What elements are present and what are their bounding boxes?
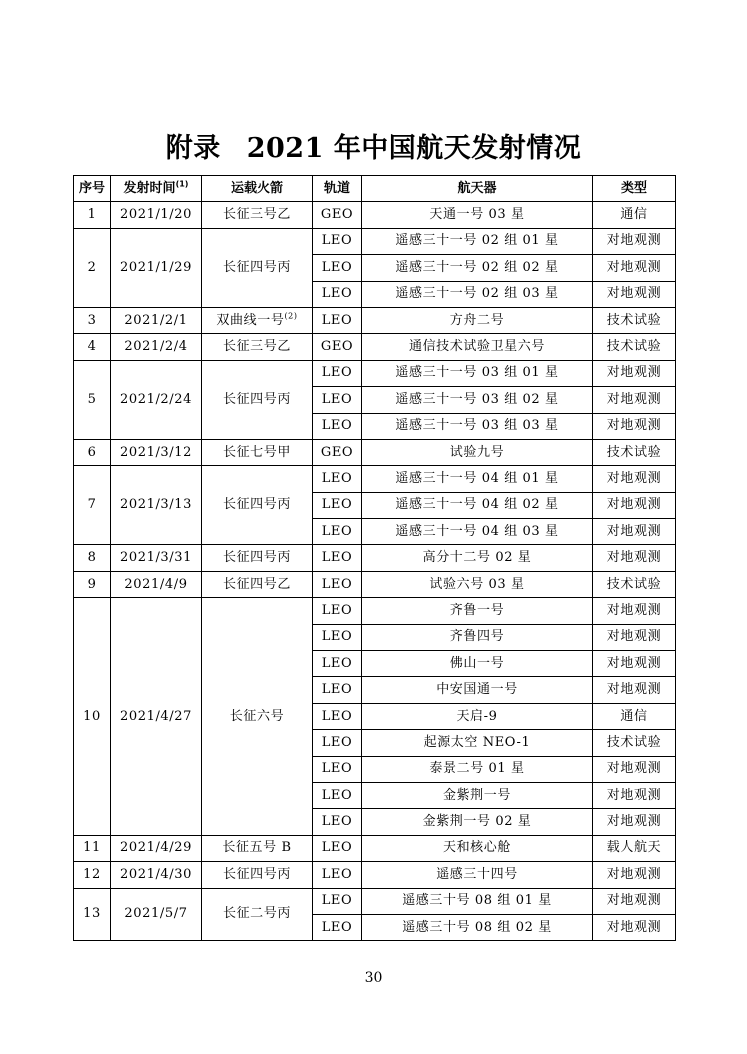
payload-name: 起源太空 NEO-1 <box>362 730 593 756</box>
launch-date: 2021/1/29 <box>111 228 202 307</box>
launch-date: 2021/4/27 <box>111 598 202 836</box>
payload-type: 技术试验 <box>593 571 676 597</box>
launch-rocket <box>202 439 313 465</box>
payload-orbit: LEO <box>313 387 362 413</box>
launch-number: 13 <box>74 888 111 941</box>
launch-date: 2021/4/29 <box>111 835 202 861</box>
launch-number: 3 <box>74 307 111 333</box>
payload-name: 金紫荆一号 02 星 <box>362 809 593 835</box>
rocket-name: 长征五号 B <box>222 840 292 856</box>
launch-date: 2021/5/7 <box>111 888 202 941</box>
rocket-name: 长征四号丙 <box>222 497 291 513</box>
payload-orbit: LEO <box>313 624 362 650</box>
header-rocket: 运载火箭 <box>202 176 313 202</box>
payload-orbit: GEO <box>313 439 362 465</box>
rocket-name: 双曲线一号 <box>216 312 285 328</box>
launch-rocket <box>202 466 313 545</box>
launch-rocket <box>202 545 313 571</box>
title-main: 2021 年中国航天发射情况 <box>246 133 582 165</box>
payload-name: 遥感三十一号 04 组 02 星 <box>362 492 593 518</box>
payload-orbit: LEO <box>313 307 362 333</box>
launch-date: 2021/1/20 <box>111 202 202 228</box>
rocket-name: 长征六号 <box>229 708 285 724</box>
payload-type: 技术试验 <box>593 439 676 465</box>
launch-table <box>73 175 676 941</box>
payload-type: 对地观测 <box>593 782 676 808</box>
launch-rocket <box>202 598 313 836</box>
payload-orbit: LEO <box>313 598 362 624</box>
payload-orbit: LEO <box>313 835 362 861</box>
payload-name: 中安国通一号 <box>362 677 593 703</box>
payload-type: 对地观测 <box>593 387 676 413</box>
launch-number: 1 <box>74 202 111 228</box>
payload-orbit: LEO <box>313 360 362 386</box>
payload-type: 对地观测 <box>593 888 676 914</box>
table-row <box>74 862 676 888</box>
launch-rocket <box>202 334 313 360</box>
payload-name: 遥感三十一号 04 组 01 星 <box>362 466 593 492</box>
payload-name: 高分十二号 02 星 <box>362 545 593 571</box>
payload-type: 对地观测 <box>593 281 676 307</box>
payload-name: 遥感三十一号 02 组 03 星 <box>362 281 593 307</box>
rocket-name: 长征二号丙 <box>222 906 291 922</box>
payload-type: 对地观测 <box>593 519 676 545</box>
payload-type: 对地观测 <box>593 862 676 888</box>
table-row <box>74 835 676 861</box>
launch-number: 2 <box>74 228 111 307</box>
payload-type: 对地观测 <box>593 677 676 703</box>
payload-name: 遥感三十一号 04 组 03 星 <box>362 519 593 545</box>
payload-orbit: LEO <box>313 519 362 545</box>
payload-orbit: LEO <box>313 809 362 835</box>
table-row <box>74 598 676 624</box>
launch-rocket <box>202 228 313 307</box>
payload-type: 对地观测 <box>593 756 676 782</box>
payload-orbit: LEO <box>313 862 362 888</box>
payload-name: 通信技术试验卫星六号 <box>362 334 593 360</box>
payload-orbit: LEO <box>313 492 362 518</box>
launch-number: 10 <box>74 598 111 836</box>
table-row <box>74 360 676 386</box>
table-row <box>74 466 676 492</box>
payload-type: 对地观测 <box>593 255 676 281</box>
payload-type: 对地观测 <box>593 360 676 386</box>
payload-orbit: LEO <box>313 651 362 677</box>
payload-orbit: LEO <box>313 730 362 756</box>
launch-rocket <box>202 571 313 597</box>
payload-orbit: LEO <box>313 413 362 439</box>
payload-name: 齐鲁四号 <box>362 624 593 650</box>
payload-orbit: LEO <box>313 228 362 254</box>
payload-name: 遥感三十一号 02 组 02 星 <box>362 255 593 281</box>
launch-number: 12 <box>74 862 111 888</box>
payload-type: 对地观测 <box>593 228 676 254</box>
payload-name: 遥感三十一号 02 组 01 星 <box>362 228 593 254</box>
header-type: 类型 <box>593 176 676 202</box>
payload-type: 对地观测 <box>593 624 676 650</box>
payload-type: 技术试验 <box>593 334 676 360</box>
payload-type: 通信 <box>593 703 676 729</box>
payload-type: 对地观测 <box>593 492 676 518</box>
payload-name: 方舟二号 <box>362 307 593 333</box>
launch-rocket <box>202 307 313 333</box>
payload-orbit: LEO <box>313 545 362 571</box>
launch-number: 8 <box>74 545 111 571</box>
payload-orbit: LEO <box>313 255 362 281</box>
payload-name: 遥感三十一号 03 组 03 星 <box>362 413 593 439</box>
payload-orbit: LEO <box>313 466 362 492</box>
rocket-name: 长征七号甲 <box>222 444 291 460</box>
header-row <box>74 176 676 202</box>
launch-number: 5 <box>74 360 111 439</box>
header-orbit: 轨道 <box>313 176 362 202</box>
table-row <box>74 545 676 571</box>
launch-rocket <box>202 360 313 439</box>
rocket-name: 长征四号丙 <box>222 259 291 275</box>
payload-orbit: LEO <box>313 756 362 782</box>
payload-type: 对地观测 <box>593 914 676 940</box>
payload-name: 金紫荆一号 <box>362 782 593 808</box>
launch-rocket <box>202 202 313 228</box>
table-row <box>74 439 676 465</box>
payload-name: 泰景二号 01 星 <box>362 756 593 782</box>
table-row <box>74 228 676 254</box>
payload-orbit: GEO <box>313 334 362 360</box>
launch-date: 2021/2/1 <box>111 307 202 333</box>
payload-name: 试验九号 <box>362 439 593 465</box>
payload-orbit: LEO <box>313 888 362 914</box>
launch-number: 9 <box>74 571 111 597</box>
payload-name: 佛山一号 <box>362 651 593 677</box>
payload-name: 齐鲁一号 <box>362 598 593 624</box>
rocket-name: 长征四号乙 <box>222 576 291 592</box>
launch-date: 2021/4/9 <box>111 571 202 597</box>
launch-date: 2021/3/12 <box>111 439 202 465</box>
header-time-label: 发射时间 <box>123 180 176 196</box>
header-time <box>111 176 202 202</box>
rocket-note: (2) <box>284 311 298 321</box>
payload-name: 试验六号 03 星 <box>362 571 593 597</box>
launch-table-body <box>74 202 676 941</box>
payload-name: 遥感三十一号 03 组 02 星 <box>362 387 593 413</box>
payload-orbit: LEO <box>313 703 362 729</box>
payload-name: 遥感三十号 08 组 02 星 <box>362 914 593 940</box>
launch-date: 2021/3/13 <box>111 466 202 545</box>
table-row <box>74 888 676 914</box>
payload-orbit: GEO <box>313 202 362 228</box>
payload-type: 对地观测 <box>593 466 676 492</box>
header-no: 序号 <box>74 176 111 202</box>
payload-type: 载人航天 <box>593 835 676 861</box>
payload-type: 技术试验 <box>593 730 676 756</box>
payload-orbit: LEO <box>313 677 362 703</box>
payload-orbit: LEO <box>313 914 362 940</box>
table-row <box>74 334 676 360</box>
launch-rocket <box>202 835 313 861</box>
table-row <box>74 307 676 333</box>
payload-type: 技术试验 <box>593 307 676 333</box>
launch-rocket <box>202 888 313 941</box>
payload-type: 通信 <box>593 202 676 228</box>
rocket-name: 长征三号乙 <box>222 207 291 223</box>
payload-name: 遥感三十四号 <box>362 862 593 888</box>
launch-table-header <box>74 176 676 202</box>
header-time-note: (1) <box>175 179 189 189</box>
payload-orbit: LEO <box>313 571 362 597</box>
payload-orbit: LEO <box>313 281 362 307</box>
table-row <box>74 571 676 597</box>
launch-number: 4 <box>74 334 111 360</box>
payload-name: 天启-9 <box>362 703 593 729</box>
payload-name: 遥感三十一号 03 组 01 星 <box>362 360 593 386</box>
page-number: 30 <box>364 970 383 986</box>
title-prefix: 附录 <box>165 133 221 165</box>
launch-number: 11 <box>74 835 111 861</box>
payload-name: 天通一号 03 星 <box>362 202 593 228</box>
payload-type: 对地观测 <box>593 545 676 571</box>
payload-orbit: LEO <box>313 782 362 808</box>
payload-type: 对地观测 <box>593 598 676 624</box>
payload-name: 天和核心舱 <box>362 835 593 861</box>
launch-rocket <box>202 862 313 888</box>
launch-date: 2021/2/4 <box>111 334 202 360</box>
table-row <box>74 202 676 228</box>
launch-date: 2021/4/30 <box>111 862 202 888</box>
rocket-name: 长征四号丙 <box>222 391 291 407</box>
payload-type: 对地观测 <box>593 809 676 835</box>
payload-name: 遥感三十号 08 组 01 星 <box>362 888 593 914</box>
payload-type: 对地观测 <box>593 413 676 439</box>
rocket-name: 长征四号丙 <box>222 550 291 566</box>
page-title <box>0 126 747 165</box>
launch-number: 7 <box>74 466 111 545</box>
payload-type: 对地观测 <box>593 651 676 677</box>
rocket-name: 长征三号乙 <box>222 339 291 355</box>
launch-date: 2021/3/31 <box>111 545 202 571</box>
launch-date: 2021/2/24 <box>111 360 202 439</box>
rocket-name: 长征四号丙 <box>222 866 291 882</box>
launch-number: 6 <box>74 439 111 465</box>
header-spacecraft: 航天器 <box>362 176 593 202</box>
